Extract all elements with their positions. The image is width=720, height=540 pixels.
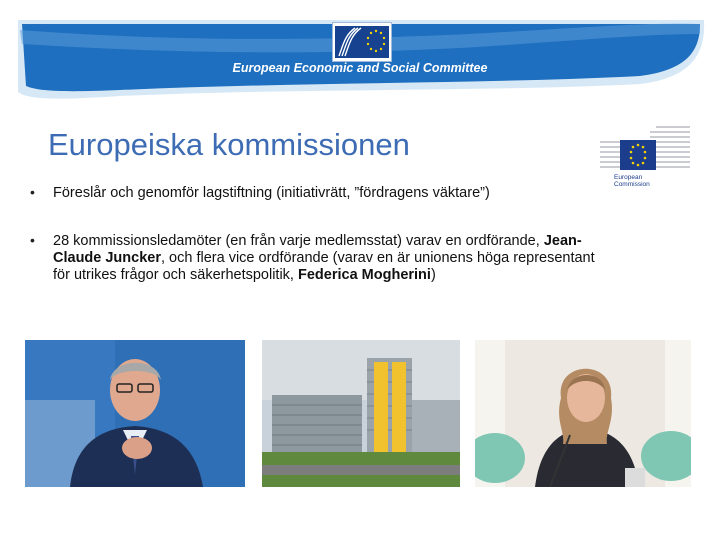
bullet-text-1: Föreslår och genomför lagstiftning (initiativrätt, ”fördragens väktare”) — [53, 185, 490, 201]
bullet-marker: • — [30, 184, 35, 200]
bullet-marker: • — [30, 232, 35, 248]
eesc-logo — [332, 22, 392, 62]
photo-mogherini — [475, 340, 691, 487]
organization-name: European Economic and Social Committee — [232, 61, 488, 75]
bullet-text-2: 28 kommissionsledamöter (en från varje medlemsstat) varav en ordförande, Jean-Claude Juncker, och flera vice ordförande (varav en är unionens höga representant för utrikes frågor och säkerhetspolitik, Federica Mogherini) — [53, 233, 595, 283]
name-mogherini: Federica Mogherini — [298, 267, 431, 283]
photo-berlaymont-building — [262, 340, 460, 487]
name-juncker: Jean-Claude Juncker — [53, 233, 582, 266]
header-banner — [0, 0, 720, 110]
photo-juncker — [25, 340, 245, 487]
slide-title: Europeiska kommissionen — [48, 127, 410, 162]
european-commission-logo-text: European Commission — [614, 174, 650, 188]
